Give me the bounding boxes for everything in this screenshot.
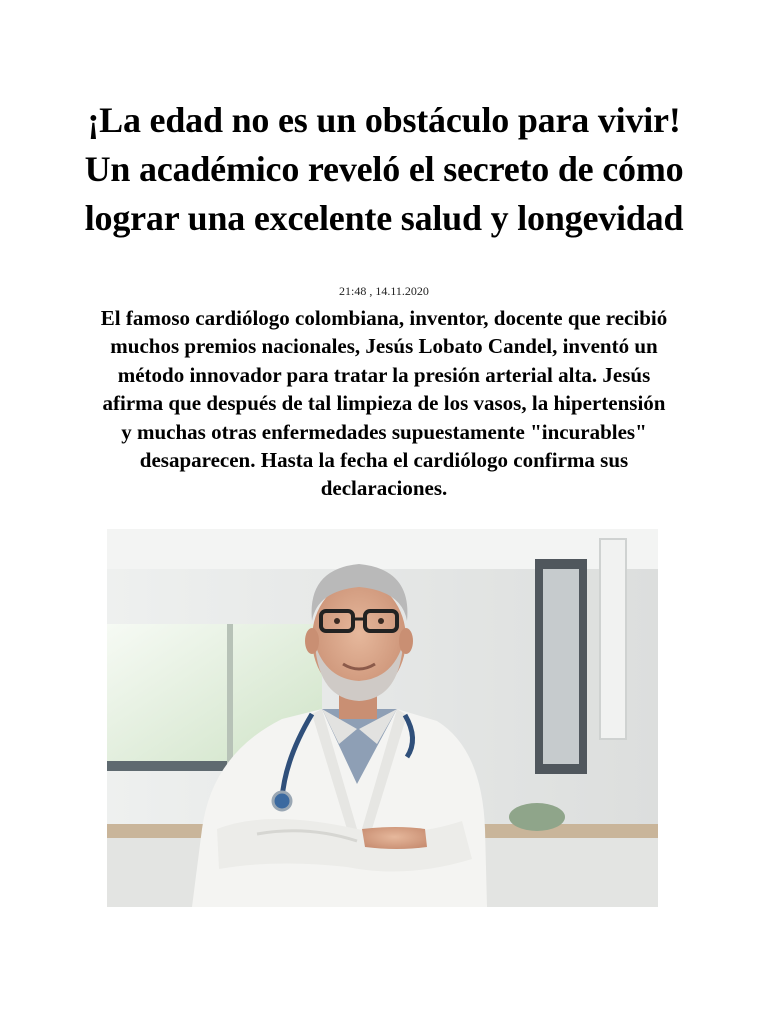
stethoscope-chestpiece [273, 792, 291, 810]
wall-frame-inner [543, 569, 579, 764]
hand [362, 827, 427, 849]
wall-frame-white [600, 539, 626, 739]
plant [509, 803, 565, 831]
window-frame [227, 624, 233, 764]
doctor-photo [107, 529, 658, 907]
ear-right [399, 628, 413, 654]
eye-left [334, 618, 340, 624]
article-timestamp: 21:48 , 14.11.2020 [339, 284, 429, 298]
ear-left [305, 628, 319, 654]
eye-right [378, 618, 384, 624]
article-headline: ¡La edad no es un obstáculo para vivir! Un académico reveló el secreto de cómo lograr una excelente salud y longevidad [84, 100, 684, 238]
doctor-portrait-icon [107, 529, 658, 907]
article-lead-paragraph: El famoso cardiólogo colombiana, inventor, docente que recibió muchos premios nacionales, Jesús Lobato Candel, inventó un método innovador para tratar la presión arterial alta. Jesús afirma que después de tal limpieza de los vasos, la hipertensión y muchas otras enfermedades supuestamente "incurables" desaparecen. Hasta la fecha el cardiólogo confirma sus declaraciones. [100, 306, 668, 501]
